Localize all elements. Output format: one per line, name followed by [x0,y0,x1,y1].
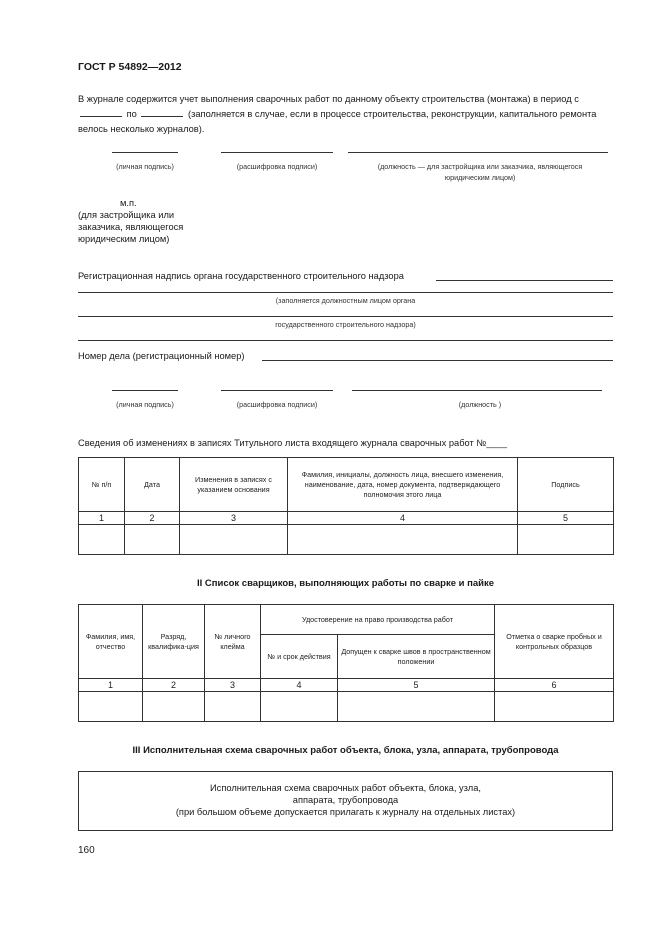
welders-empty-cell[interactable] [79,692,143,722]
changes-header-number: № п/п [79,458,125,512]
changes-empty-cell[interactable] [518,525,614,555]
intro-text-2: по [126,109,137,119]
changes-col-number: 5 [518,512,614,525]
signature2-decoding-caption: (расшифровка подписи) [236,400,318,409]
welders-col-number: 5 [338,679,495,692]
changes-empty-cell[interactable] [180,525,288,555]
scheme-box [78,771,613,831]
scheme-line-1: Исполнительная схема сварочных работ объекта, блока, узла, [210,783,481,793]
welders-header-stamp: № личного клейма [205,605,261,679]
period-end-blank [141,107,183,117]
signature1-line-personal [112,152,178,153]
case-number-line [262,360,613,361]
welders-header-mark: Отметка о сварке пробных и контрольных образцов [495,605,614,679]
welders-empty-cell[interactable] [205,692,261,722]
registration-label: Регистрационная надпись органа государственного строительного надзора [78,271,404,281]
changes-empty-cell[interactable] [288,525,518,555]
welders-header-certificate: Удостоверение на право производства работ [261,605,495,635]
welders-header-rank: Разряд, квалифика-ция [143,605,205,679]
changes-empty-cell[interactable] [125,525,180,555]
page-number: 160 [78,845,95,856]
registration-line-2 [78,316,613,317]
changes-header-person: Фамилия, инициалы, должность лица, внесшего изменения, наименование, дата, номер документа, подтверждающего полномочия этого лица [288,458,518,512]
welders-header-row-1 [79,605,614,635]
changes-header-date: Дата [125,458,180,512]
case-number-label: Номер дела (регистрационный номер) [78,351,245,361]
changes-col-number: 4 [288,512,518,525]
document-code: ГОСТ Р 54892—2012 [78,61,182,73]
welders-col-number: 6 [495,679,614,692]
welders-empty-cell[interactable] [261,692,338,722]
signature2-line-decoding [221,390,333,391]
welders-header-cert-number: № и срок действия [261,635,338,679]
stamp-note-1: (для застройщика или [78,210,175,220]
welders-empty-cell[interactable] [143,692,205,722]
scheme-line-2: аппарата, трубопровода [292,795,399,805]
changes-col-number: 3 [180,512,288,525]
welders-col-number: 3 [205,679,261,692]
stamp-note-2: заказчика, являющегося [78,222,184,232]
scheme-line-3: (при большом объеме допускается прилагать к журналу на отдельных листах) [175,807,516,817]
registration-note-2: государственного строительного надзора) [275,320,416,329]
signature1-line-decoding [221,152,333,153]
signature1-position-caption-1: (должность — для застройщика или заказчика, являющегося [377,162,583,171]
registration-line-inline [436,280,613,281]
welders-header-name: Фамилия, имя, отчество [79,605,143,679]
changes-header-signature: Подпись [518,458,614,512]
registration-line-3 [78,340,613,341]
welders-empty-cell[interactable] [338,692,495,722]
changes-empty-cell[interactable] [79,525,125,555]
signature1-position-caption-2: юридическим лицом) [444,173,516,182]
changes-number-row [79,512,614,525]
welders-number-row [79,679,614,692]
welders-col-number: 2 [143,679,205,692]
welders-section-title: II Список сварщиков, выполняющих работы по сварке и пайке [196,578,495,589]
welders-col-number: 1 [79,679,143,692]
stamp-label: м.п. [120,198,137,208]
changes-empty-row [79,525,614,555]
changes-col-number: 2 [125,512,180,525]
signature2-position-caption: (должность ) [458,400,502,409]
registration-line-1 [78,292,613,293]
changes-table [78,457,614,555]
intro-text-1: В журнале содержится учет выполнения сварочных работ по данному объекту строительства (монтажа) в период с [78,94,579,104]
signature2-line-position [352,390,602,391]
intro-paragraph [78,92,613,137]
welders-col-number: 4 [261,679,338,692]
changes-header-row [79,458,614,512]
signature1-personal-caption: (личная подпись) [116,162,174,171]
changes-title: Сведения об изменениях в записях Титульного листа входящего журнала сварочных работ №____ [78,438,507,448]
welders-header-cert-admitted: Допущен к сварке швов в пространственном положении [338,635,495,679]
registration-note-1: (заполняется должностным лицом органа [275,296,416,305]
changes-col-number: 1 [79,512,125,525]
period-start-blank [80,107,122,117]
signature2-line-personal [112,390,178,391]
scheme-section-title: III Исполнительная схема сварочных работ объекта, блока, узла, аппарата, трубопровода [132,745,559,756]
changes-header-changes: Изменения в записях с указанием основания [180,458,288,512]
intro-text-3: (заполняется в случае, если в процессе строительства, реконструкции, капитального ремонта велось несколько журналов). [78,109,597,134]
signature1-decoding-caption: (расшифровка подписи) [236,162,318,171]
signature2-personal-caption: (личная подпись) [116,400,174,409]
welders-empty-row [79,692,614,722]
signature1-line-position [348,152,608,153]
stamp-note-3: юридическим лицом) [78,234,170,244]
welders-table [78,604,614,722]
welders-empty-cell[interactable] [495,692,614,722]
